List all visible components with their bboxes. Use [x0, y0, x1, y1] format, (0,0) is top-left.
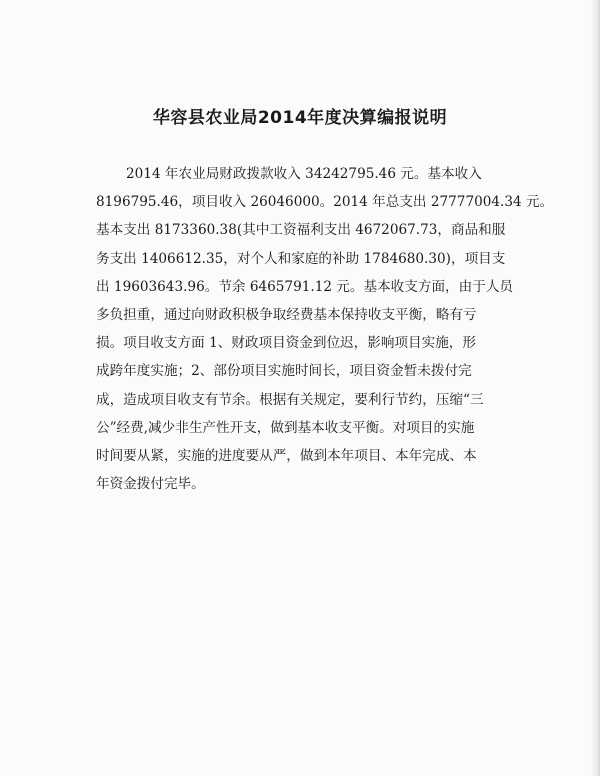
body-line: 年资金拨付完毕。	[96, 476, 205, 493]
body-line: 务支出 1406612.35，对个人和家庭的补助 1784680.30)，项目支	[96, 250, 506, 267]
body-line: 成，造成项目收支有节余。根据有关规定，要利行节约，压缩“三	[96, 391, 484, 408]
body-line: 多负担重，通过向财政积极争取经费基本保持收支平衡，略有亏	[96, 306, 477, 323]
body-line: 出 19603643.96。节余 6465791.12 元。基本收支方面，由于人员	[96, 278, 514, 295]
body-line: 时间要从紧，实施的进度要从严，做到本年项目、本年完成、本	[96, 447, 477, 464]
document-body	[96, 160, 554, 498]
body-line: 成跨年度实施；2、部份项目实施时间长，项目资金暂未拨付完	[96, 363, 472, 380]
body-line: 2014 年农业局财政拨款收入 34242795.46 元。基本收入	[126, 166, 482, 182]
body-line: 公”经费,减少非生产性开支，做到基本收支平衡。对项目的实施	[96, 419, 475, 436]
document-title: 华容县农业局2014年度决算编报说明	[152, 108, 448, 128]
body-line: 损。项目收支方面 1、财政项目资金到位迟，影响项目实施，形	[96, 335, 476, 352]
body-line: 8196795.46，项目收入 26046000。2014 年总支出 27777004.34 元。	[96, 194, 554, 211]
body-line: 基本支出 8173360.38(其中工资福利支出 4672067.73，商品和服	[96, 222, 506, 239]
